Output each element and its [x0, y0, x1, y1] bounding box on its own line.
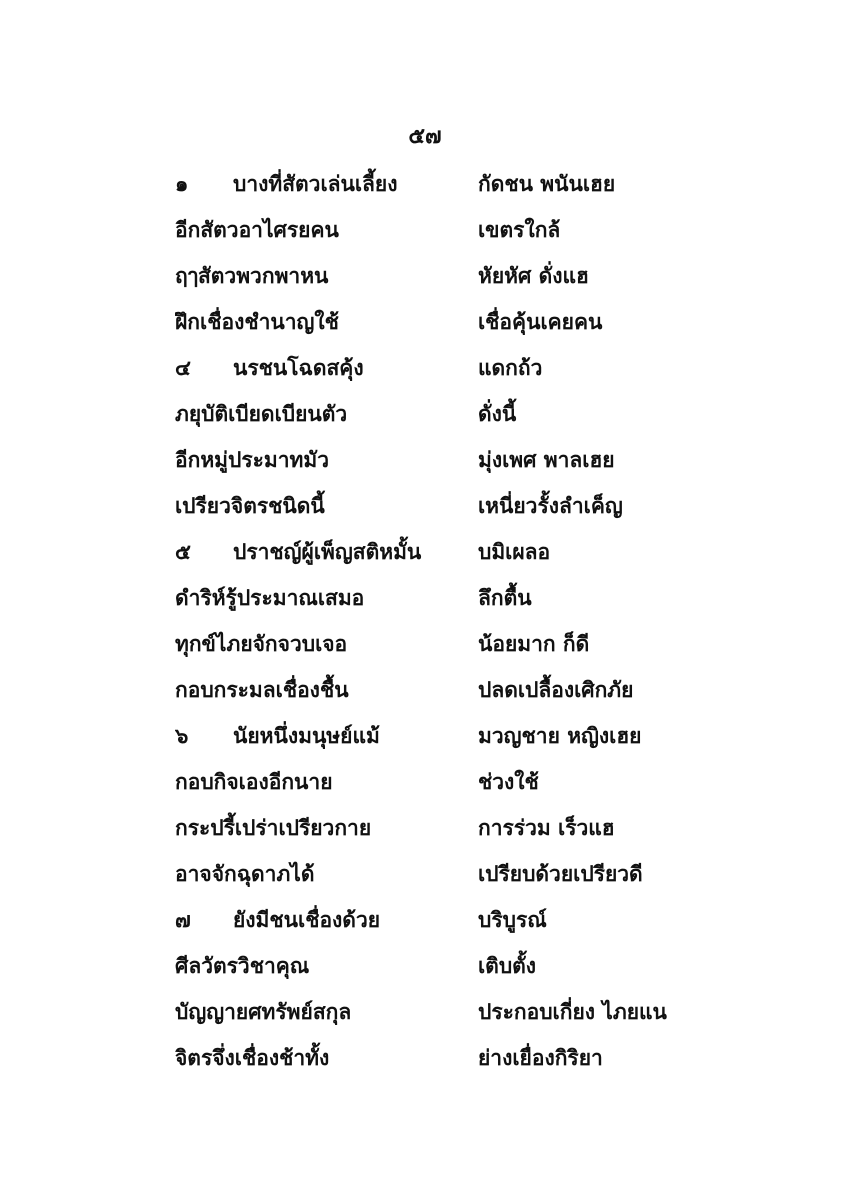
stanza-number: ๑: [175, 171, 189, 196]
verse-right-line: ย่างเยื่องกิริยา: [478, 1045, 603, 1070]
verse-row: [175, 812, 695, 858]
verse-left-line: [175, 950, 470, 983]
left-line-text: ยังมีชนเชื่องด้วย: [233, 907, 381, 932]
left-line-text: บางที่สัตวเล่นเลี้ยง: [233, 171, 398, 196]
verse-left-line: [175, 536, 470, 569]
verse-right-line: กัดชน พนันเฮย: [478, 171, 616, 196]
left-line-text: อาจจักฉุดาภได้: [175, 861, 315, 886]
verse-right-line: เขตรใกล้: [478, 217, 561, 242]
verse-row: [175, 582, 695, 628]
left-line-text: ทุกข์ไภยจักจวบเจอ: [175, 631, 348, 656]
left-line-text: ฤๅสัตวพวกพาหน: [175, 263, 329, 288]
verse-right-line: บริบูรณ์: [478, 907, 547, 932]
verse-row: [175, 536, 695, 582]
verse-row: [175, 444, 695, 490]
verse-right-line: ประกอบเกี่ยง ไภยแน: [478, 999, 667, 1024]
verse-row: [175, 858, 695, 904]
verse-right-line: เชื่อคุ้นเคยคน: [478, 309, 603, 334]
verse-left-line: [175, 904, 470, 937]
left-line-text: จิตรจึ่งเชื่องช้าทั้ง: [175, 1045, 330, 1070]
verse-left-line: [175, 628, 470, 661]
verse-row: [175, 306, 695, 352]
verse-row: [175, 766, 695, 812]
verse-left-line: [175, 812, 470, 845]
verse-left-line: [175, 214, 470, 247]
verse-right-line: ช่วงใช้: [478, 769, 539, 794]
verse-left-line: [175, 674, 470, 707]
left-line-text: นรชนโฉดสคุ้ง: [233, 355, 364, 380]
left-line-text: บัญญายศทรัพย์สกุล: [175, 999, 352, 1024]
stanza-number: ๖: [175, 723, 189, 748]
verse-right-line: ลึกตื้น: [478, 585, 532, 610]
left-line-text: ดำริห์รู้ประมาณเสมอ: [175, 585, 365, 610]
verse-left-line: [175, 352, 470, 385]
verse-row: [175, 628, 695, 674]
stanza-number: ๗: [175, 907, 191, 932]
left-line-text: ภยุบัติเบียดเบียนตัว: [175, 401, 348, 426]
verse-list: [175, 168, 695, 1088]
verse-right-line: น้อยมาก ก็ดี: [478, 631, 590, 656]
verse-left-line: [175, 858, 470, 891]
verse-right-line: มุ่งเพศ พาลเฮย: [478, 447, 615, 472]
verse-right-line: ดั่งนี้: [478, 401, 517, 426]
verse-row: [175, 996, 695, 1042]
verse-row: [175, 214, 695, 260]
left-line-text: อีกหมู่ประมาทมัว: [175, 447, 330, 472]
verse-row: [175, 490, 695, 536]
verse-left-line: [175, 1042, 470, 1075]
left-line-text: กระปรี้เปร่าเปรียวกาย: [175, 815, 372, 840]
page-number: ๕๗: [408, 123, 442, 149]
verse-row: [175, 904, 695, 950]
verse-row: [175, 260, 695, 306]
verse-right-line: เติบตั้ง: [478, 953, 537, 978]
left-line-text: นัยหนึ่งมนุษย์แม้: [233, 723, 380, 748]
verse-left-line: [175, 398, 470, 431]
verse-row: [175, 352, 695, 398]
left-line-text: กอบกิจเองอีกนาย: [175, 769, 333, 794]
verse-left-line: [175, 720, 470, 753]
verse-left-line: [175, 444, 470, 477]
verse-row: [175, 168, 695, 214]
left-line-text: ปราชญ์ผู้เพ็ญสติหมั้น: [233, 539, 422, 564]
verse-left-line: [175, 260, 470, 293]
verse-row: [175, 674, 695, 720]
verse-left-line: [175, 582, 470, 615]
verse-right-line: ปลดเปลื้องเศิกภัย: [478, 677, 634, 702]
verse-row: [175, 950, 695, 996]
verse-left-line: [175, 996, 470, 1029]
left-line-text: ฝึกเชื่องชำนาญใช้: [175, 309, 339, 334]
left-line-text: อีกสัตวอาไศรยคน: [175, 217, 339, 242]
verse-right-line: หัยหัศ ดั่งแฮ: [478, 263, 589, 288]
verse-row: [175, 398, 695, 444]
verse-left-line: [175, 168, 470, 201]
left-line-text: ศีลวัตรวิชาคุณ: [175, 953, 310, 978]
verse-right-line: แดกถ้ว: [478, 355, 543, 380]
verse-right-line: เหนี่ยวรั้งลำเค็ญ: [478, 493, 623, 518]
left-line-text: เปรียวจิตรชนิดนี้: [175, 493, 325, 518]
stanza-number: ๕: [175, 539, 191, 564]
verse-right-line: เปรียบด้วยเปรียวดี: [478, 861, 643, 886]
verse-right-line: การร่วม เร็วแฮ: [478, 815, 615, 840]
verse-right-line: มวญชาย หญิงเฮย: [478, 723, 642, 748]
verse-row: [175, 720, 695, 766]
verse-left-line: [175, 490, 470, 523]
verse-left-line: [175, 766, 470, 799]
verse-right-line: บมิเผลอ: [478, 539, 551, 564]
stanza-number: ๔: [175, 355, 191, 380]
verse-row: [175, 1042, 695, 1088]
left-line-text: กอบกระมลเชื่องชื้น: [175, 677, 349, 702]
verse-left-line: [175, 306, 470, 339]
